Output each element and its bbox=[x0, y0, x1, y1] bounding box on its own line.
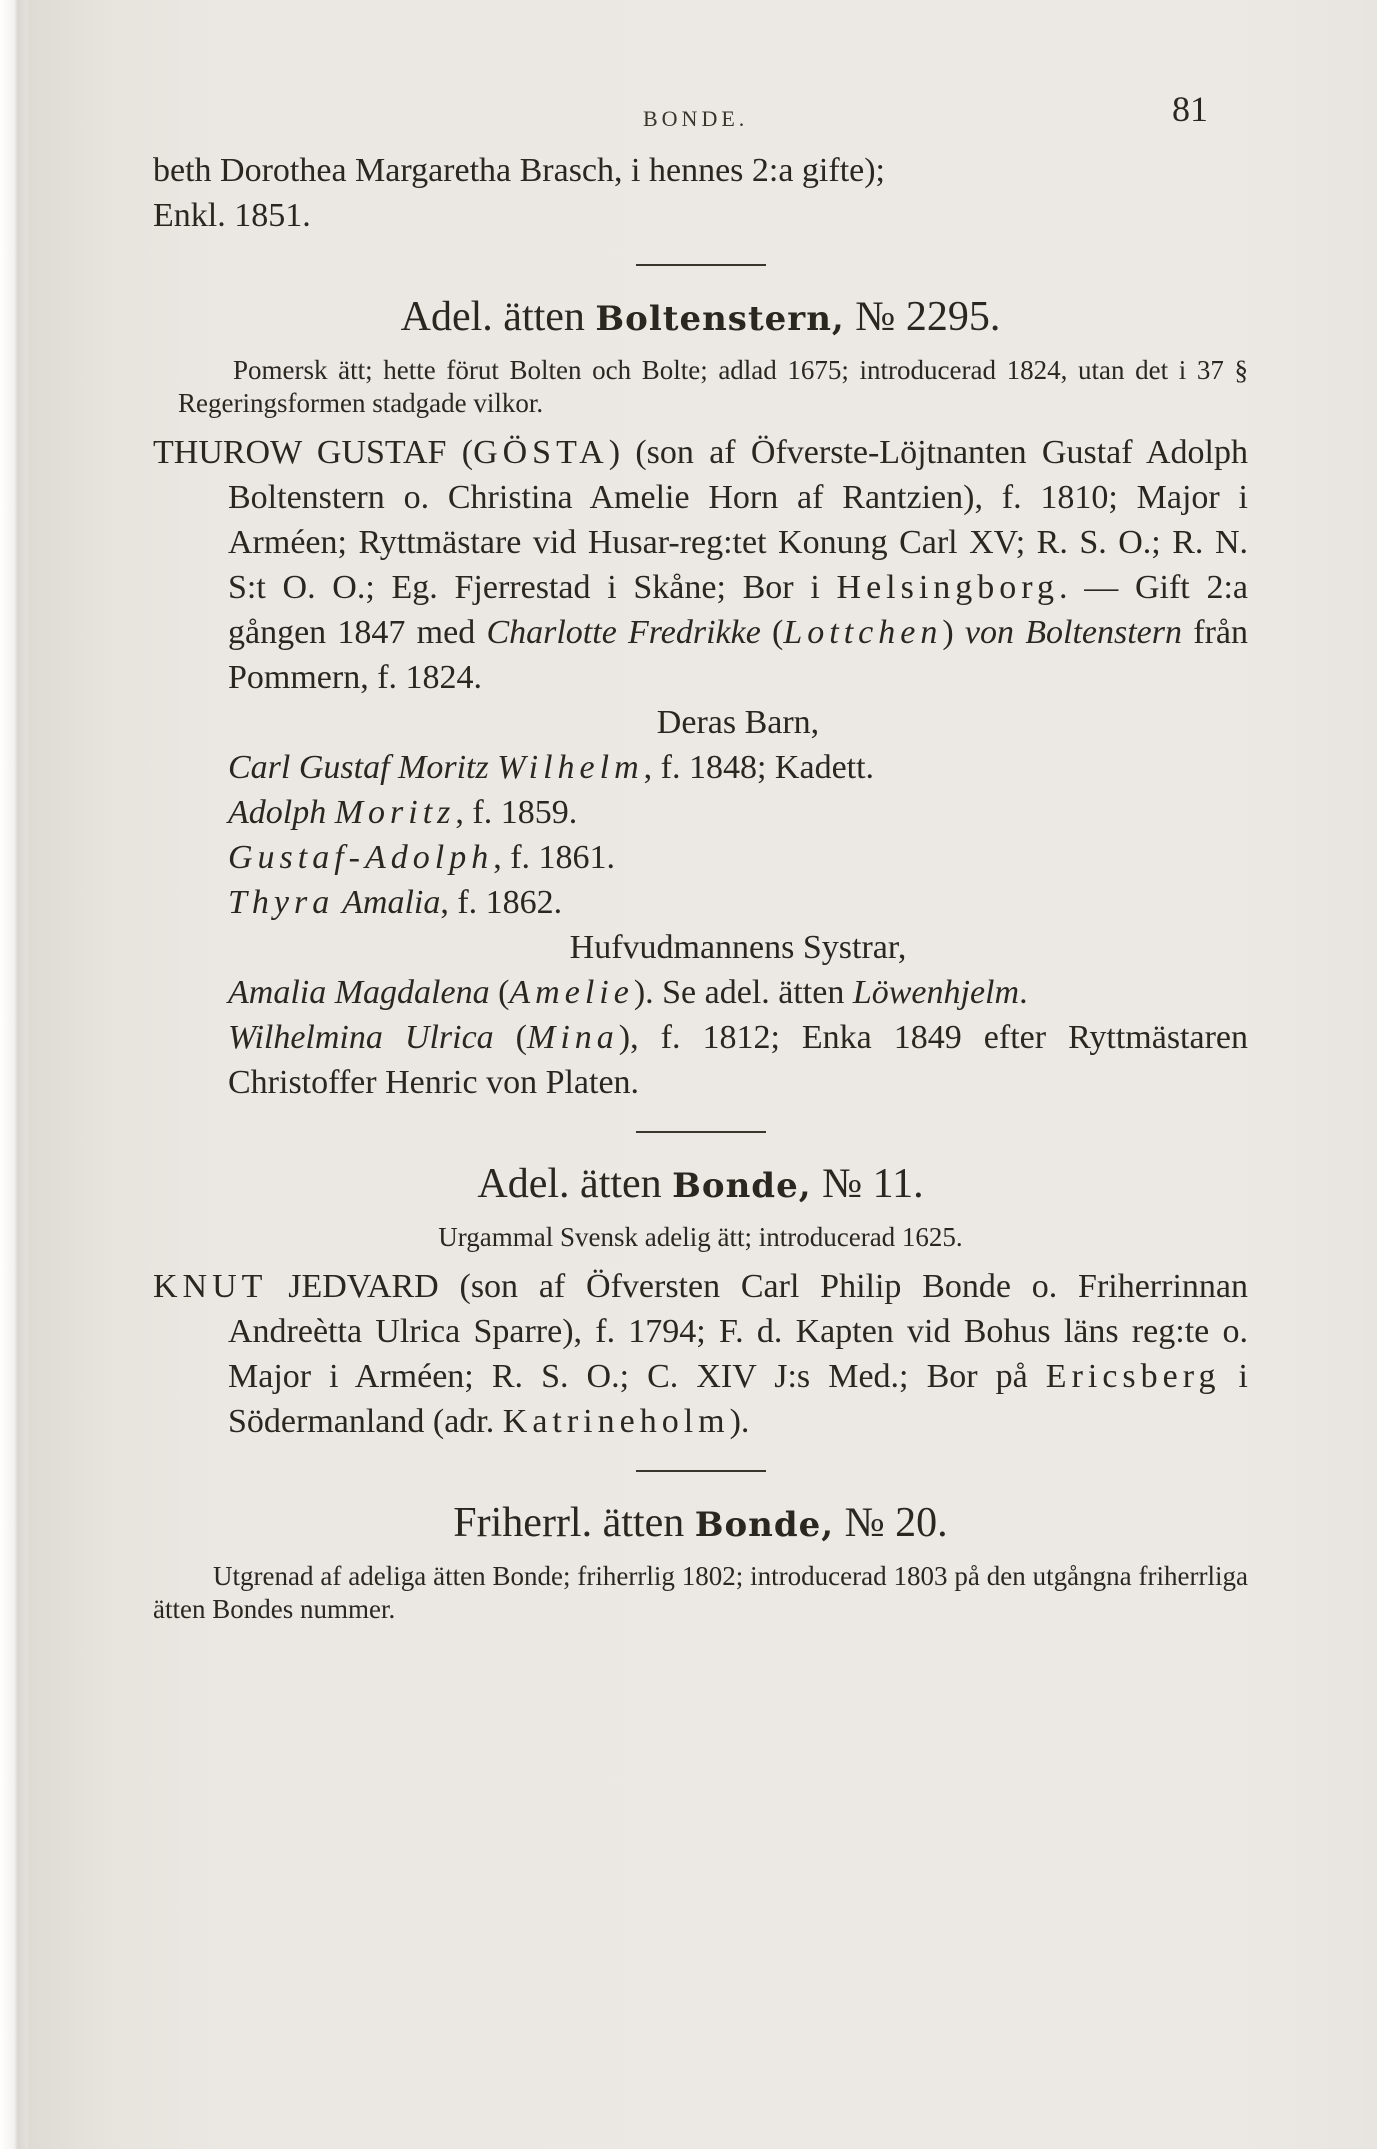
sister-call-name: Amelie bbox=[509, 974, 634, 1011]
child-details: , f. 1859. bbox=[455, 794, 578, 831]
sisters-heading: Hufvudmannens Systrar, bbox=[569, 929, 907, 966]
residence-region: i Södermanland (adr. bbox=[228, 1358, 1248, 1440]
family-name: Boltenstern, bbox=[595, 299, 845, 339]
child-details: , f. 1862. bbox=[440, 884, 563, 921]
paren-open: ( bbox=[760, 614, 784, 651]
sister-entry bbox=[153, 970, 1248, 1015]
child-entry bbox=[153, 790, 1248, 835]
family-number: № 11. bbox=[822, 1161, 924, 1207]
sister-details: . Se adel. ätten bbox=[645, 974, 853, 1011]
family-heading-bonde-baronial bbox=[153, 1496, 1248, 1552]
family-number: № 2295. bbox=[855, 294, 1001, 340]
continuation-line-1: beth Dorothea Margaretha Brasch, i hennes 2:a gifte); bbox=[153, 152, 885, 189]
child-entry bbox=[153, 745, 1248, 790]
spouse-nickname: Lottchen bbox=[783, 614, 943, 651]
child-call-name: Thyra bbox=[228, 884, 335, 921]
section-divider bbox=[636, 264, 766, 266]
sentence-end: . bbox=[1019, 974, 1028, 1011]
paren-open: ( bbox=[493, 1019, 527, 1056]
child-entry bbox=[153, 835, 1248, 880]
spouse-surname: von Boltenstern bbox=[964, 614, 1183, 651]
heading-prefix: Adel. ätten bbox=[477, 1161, 662, 1207]
head-biography: JEDVARD (son af Öfversten Carl Philip Bonde o. Friherrinnan Andreètta Ulrica Sparre), f. 1794; F. d. Kapten vid Bohus läns reg:te o. Major i Arméen; R. S. O.; C. XIV J:s Med.; Bor på bbox=[228, 1268, 1248, 1395]
family-intro: Urgammal Svensk adelig ätt; introducerad 1625. bbox=[438, 1222, 963, 1252]
text-column bbox=[153, 88, 1248, 1626]
section-divider bbox=[636, 1470, 766, 1472]
child-name: Carl Gustaf Moritz bbox=[228, 749, 498, 786]
sister-call-name: Mina bbox=[527, 1019, 619, 1056]
sister-name: Amalia Magdalena bbox=[228, 974, 490, 1011]
paren-open: ( bbox=[489, 974, 510, 1011]
head-of-family-entry bbox=[153, 1264, 1248, 1444]
sister-details: , f. 1812; Enka 1849 efter Ryttmästaren Christoffer Henric von Platen. bbox=[228, 1019, 1248, 1101]
child-name: Adolph bbox=[228, 794, 335, 831]
family-name: Bonde, bbox=[672, 1166, 812, 1206]
page-number: 81 bbox=[1172, 89, 1208, 129]
section-divider bbox=[636, 1131, 766, 1133]
estate-name: Ericsberg bbox=[1045, 1358, 1221, 1395]
family-intro: Utgrenad af adeliga ätten Bonde; friherrlig 1802; introducerad 1803 på den utgångna friherrliga ätten Bondes nummer. bbox=[153, 1561, 1248, 1624]
sister-entry bbox=[153, 1015, 1248, 1105]
children-heading: Deras Barn, bbox=[656, 704, 820, 741]
heading-prefix: Adel. ätten bbox=[400, 294, 585, 340]
family-heading-boltenstern bbox=[153, 290, 1248, 346]
marriage-text: . — Gift 2:a gången 1847 med bbox=[228, 569, 1248, 651]
head-nickname: GÖSTA bbox=[473, 434, 609, 471]
continuation-line-2: Enkl. 1851. bbox=[153, 197, 311, 234]
heading-prefix: Friherrl. ätten bbox=[453, 1500, 685, 1546]
sister-name: Wilhelmina Ulrica bbox=[228, 1019, 494, 1056]
child-call-name: Wilhelm bbox=[497, 749, 644, 786]
child-entry bbox=[153, 880, 1248, 925]
family-name: Bonde, bbox=[694, 1505, 835, 1545]
sentence-end: ). bbox=[729, 1403, 750, 1440]
running-head bbox=[153, 88, 1248, 148]
continuation-text bbox=[153, 148, 1248, 238]
child-call-name: Gustaf-Adolph bbox=[228, 839, 494, 876]
spouse-name: Charlotte Fredrikke bbox=[486, 614, 761, 651]
book-page bbox=[28, 0, 1377, 2149]
child-details: , f. 1861. bbox=[493, 839, 616, 876]
child-name: Amalia bbox=[334, 884, 441, 921]
cross-reference: Löwenhjelm bbox=[852, 974, 1020, 1011]
spouse-origin: från Pommern, f. 1824. bbox=[228, 614, 1248, 696]
family-number: № 20. bbox=[844, 1500, 948, 1546]
residence-city: Helsingborg bbox=[836, 569, 1060, 606]
head-name: THUROW GUSTAF ( bbox=[153, 434, 474, 471]
paren-close: ) bbox=[942, 614, 965, 651]
paren-close: ) bbox=[633, 974, 646, 1011]
family-intro: Pomersk ätt; hette förut Bolten och Bolte; adlad 1675; introducerad 1824, utan det i 37 § Regeringsformen stadgade vilkor. bbox=[178, 355, 1248, 418]
running-title: BONDE. bbox=[643, 106, 749, 131]
postal-address: Katrineholm bbox=[502, 1403, 730, 1440]
child-call-name: Moritz bbox=[334, 794, 456, 831]
head-name: KNUT bbox=[153, 1268, 268, 1305]
paren-close: ) bbox=[618, 1019, 631, 1056]
head-biography: ) (son af Öfverste-Löjtnanten Gustaf Adolph Boltenstern o. Christina Amelie Horn af Rantzien), f. 1810; Major i Arméen; Ryttmästare vid Husar-reg:tet Konung Carl XV; R. S. O.; R. N. S:t O. O.; Eg. Fjerrestad i Skåne; Bor i bbox=[228, 434, 1248, 606]
family-heading-bonde bbox=[153, 1157, 1248, 1213]
child-details: , f. 1848; Kadett. bbox=[643, 749, 875, 786]
head-of-family-entry bbox=[153, 430, 1248, 700]
